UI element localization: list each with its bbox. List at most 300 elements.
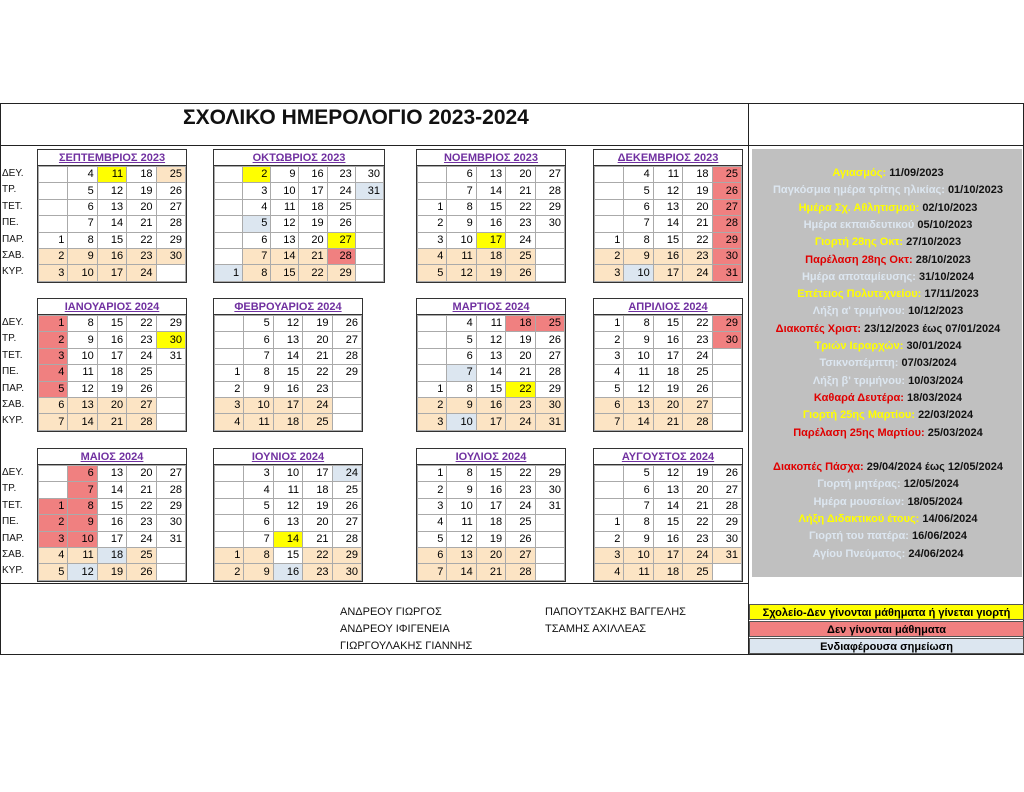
day-cell: 2 [595,248,624,264]
event-item [752,425,1024,441]
day-label: ΤΕΤ. [2,200,23,212]
day-cell: 3 [39,265,68,281]
day-cell: 30 [712,248,741,264]
day-cell: 11 [624,564,653,580]
day-cell: 12 [447,265,476,281]
day-cell: 3 [39,348,68,364]
divider [748,103,749,655]
event-date: 07/03/2024 [901,357,957,370]
day-cell: 29 [535,466,564,482]
day-cell: 27 [535,348,564,364]
day-cell: 16 [97,515,126,531]
day-cell: 15 [271,265,299,281]
day-cell: 20 [303,332,332,348]
event-date: 24/06/2024 [908,547,964,560]
day-cell: 25 [156,167,185,183]
day-cell: 16 [97,248,126,264]
day-cell: 1 [595,515,624,531]
day-cell: 23 [506,216,535,232]
day-cell: 28 [712,216,741,232]
day-cell [215,348,244,364]
day-cell [355,199,383,215]
day-cell: 13 [271,232,299,248]
day-cell: 9 [447,397,476,413]
day-cell: 29 [712,316,741,332]
month-calendar [213,448,363,582]
author-name: ΤΣΑΜΗΣ ΑΧΙΛΛΕΑΣ [545,623,647,635]
divider [0,145,1024,146]
day-cell: 2 [595,531,624,547]
day-cell: 12 [271,216,299,232]
day-cell: 7 [624,498,653,514]
day-cell: 28 [332,348,361,364]
event-label: Αγιασμός: [832,167,887,179]
legend-item: Δεν γίνονται μάθηματα [749,621,1024,637]
day-cell: 21 [506,365,535,381]
day-cell: 7 [418,564,447,580]
day-cell: 3 [595,348,624,364]
day-cell: 4 [447,316,476,332]
day-cell: 16 [273,564,302,580]
event-item [752,494,1024,510]
day-cell [215,498,244,514]
day-cell: 29 [156,498,185,514]
day-cell: 1 [215,547,244,563]
day-cell: 24 [127,265,156,281]
event-label: Καθαρά Δευτέρα: [813,391,904,404]
day-cell [156,265,185,281]
day-cell: 4 [595,564,624,580]
day-cell: 18 [97,547,126,563]
day-cell: 30 [535,397,564,413]
event-item [752,511,1024,527]
day-cell [595,498,624,514]
day-cell: 3 [215,397,244,413]
day-cell: 2 [243,167,271,183]
event-label: Παρέλαση 25ης Μαρτίου: [793,426,925,439]
day-cell: 18 [653,365,682,381]
day-cell [712,365,741,381]
day-cell: 4 [39,547,68,563]
legend-item: Ενδιαφέρουσα σημείωση [749,638,1024,654]
event-date: 02/10/2023 [922,201,978,214]
day-cell: 15 [97,232,126,248]
day-cell [39,167,68,183]
page-title: ΣΧΟΛΙΚΟ ΗΜΕΡΟΛΟΓΙΟ 2023-2024 [183,106,529,129]
day-cell: 7 [447,365,476,381]
day-cell: 23 [683,332,712,348]
day-cell: 6 [244,332,273,348]
day-cell: 2 [595,332,624,348]
day-cell [332,381,361,397]
day-label: ΤΡ. [2,333,17,345]
day-cell: 1 [215,265,243,281]
day-cell: 8 [243,265,271,281]
day-cell [595,167,624,183]
day-cell: 20 [127,199,156,215]
event-date: 16/06/2024 [911,530,968,543]
day-cell: 5 [447,332,476,348]
day-cell: 9 [447,482,476,498]
day-cell [418,348,447,364]
day-cell: 22 [683,515,712,531]
day-cell: 25 [712,167,741,183]
day-cell: 30 [332,564,361,580]
day-cell: 1 [595,232,624,248]
day-cell: 26 [332,498,361,514]
day-cell: 1 [595,316,624,332]
day-cell: 21 [127,482,156,498]
day-label: ΣΑΒ. [2,249,25,261]
event-item [752,459,1024,475]
event-label: Ημέρα εκπαιδευτικού [803,218,915,231]
day-cell: 1 [418,199,447,215]
month-calendar [593,298,743,432]
author-name: ΑΝΔΡΕΟΥ ΙΦΙΓΕΝΕΙΑ [340,623,450,635]
day-cell [215,232,243,248]
day-cell: 2 [39,515,68,531]
day-cell: 20 [653,397,682,413]
day-cell: 25 [506,515,535,531]
day-cell [535,531,564,547]
day-cell: 16 [273,381,302,397]
event-label: Παρέλαση 28ης Οκτ: [805,253,913,266]
event-date: 31/10/2024 [918,270,975,283]
day-cell: 27 [506,547,535,563]
day-cell [535,265,564,281]
day-cell: 22 [683,316,712,332]
day-cell: 31 [535,498,564,514]
day-cell: 12 [653,183,682,199]
event-item [752,321,1024,337]
event-date: 12/05/2024 [903,478,959,491]
day-cell: 22 [127,498,156,514]
day-cell: 13 [273,515,302,531]
day-cell [712,381,741,397]
day-cell: 10 [624,265,653,281]
day-cell: 20 [476,547,505,563]
event-label: Ημέρα Σχ. Αθλητισμού: [798,201,920,214]
day-cell: 13 [476,348,505,364]
day-cell: 16 [653,332,682,348]
month-title: ΜΑΡΤΙΟΣ 2024 [417,299,565,315]
month-calendar [37,149,187,283]
day-cell: 25 [327,199,355,215]
author-name: ΠΑΠΟΥΤΣΑΚΗΣ ΒΑΓΓΕΛΗΣ [545,606,686,618]
day-cell: 19 [653,381,682,397]
day-cell: 19 [506,332,535,348]
day-cell: 23 [303,564,332,580]
day-cell [712,564,741,580]
day-cell: 13 [68,397,97,413]
day-cell: 4 [595,365,624,381]
day-cell: 14 [476,365,505,381]
day-cell: 26 [712,466,741,482]
day-label: ΔΕΥ. [2,317,24,328]
day-cell: 30 [535,216,564,232]
day-cell: 6 [624,199,653,215]
month-title: ΙΑΝΟΥΑΡΙΟΣ 2024 [38,299,186,315]
day-cell: 19 [476,531,505,547]
day-cell: 28 [535,183,564,199]
day-cell: 17 [476,498,505,514]
day-cell: 16 [653,248,682,264]
day-cell: 5 [68,183,97,199]
day-cell: 8 [624,232,653,248]
month-calendar [37,448,187,582]
day-cell [418,167,447,183]
month-calendar [416,149,566,283]
day-cell: 10 [447,498,476,514]
day-cell: 20 [127,466,156,482]
day-cell: 13 [273,332,302,348]
day-cell: 13 [447,547,476,563]
day-cell: 9 [624,248,653,264]
day-cell: 2 [418,216,447,232]
day-cell: 15 [653,316,682,332]
day-cell: 27 [127,397,156,413]
event-date: 22/03/2024 [918,409,974,422]
day-cell: 7 [68,482,97,498]
event-date: 10/03/2024 [908,374,964,387]
day-cell: 10 [447,232,476,248]
event-date: 11/09/2023 [889,167,944,179]
day-cell [39,482,68,498]
day-cell: 13 [653,199,682,215]
day-cell [156,564,185,580]
day-cell: 25 [127,547,156,563]
event-item [752,234,1024,250]
day-cell: 23 [506,482,535,498]
event-label: Παγκόσμια ημέρα τρίτης ηλικίας: [772,184,945,197]
event-item [752,373,1024,389]
day-cell [712,348,741,364]
day-cell: 7 [244,348,273,364]
day-cell: 2 [39,332,68,348]
day-cell: 6 [39,397,68,413]
day-label: ΠΑΡ. [2,532,25,544]
day-cell: 7 [624,216,653,232]
day-cell: 22 [506,381,535,397]
event-item [752,165,1024,181]
day-cell: 28 [332,531,361,547]
day-cell: 14 [624,414,653,430]
event-item [752,252,1024,268]
day-cell: 22 [506,466,535,482]
event-item [752,269,1024,285]
day-cell: 14 [97,216,126,232]
day-cell: 23 [127,248,156,264]
day-cell: 19 [476,265,505,281]
day-cell: 2 [39,248,68,264]
day-cell: 15 [476,381,505,397]
day-label: ΠΑΡ. [2,382,25,394]
day-cell: 11 [273,482,302,498]
day-cell: 5 [595,381,624,397]
day-cell: 11 [68,547,97,563]
day-cell: 4 [418,248,447,264]
day-label: ΚΥΡ. [2,415,24,427]
day-cell: 26 [127,381,156,397]
day-cell: 26 [506,265,535,281]
event-label: Τριών Ιεραρχών: [814,340,904,352]
day-cell: 28 [535,365,564,381]
day-cell: 14 [476,183,505,199]
day-cell: 8 [447,381,476,397]
day-cell: 10 [271,183,299,199]
day-cell: 6 [418,547,447,563]
event-item [752,476,1024,492]
day-cell: 5 [624,466,653,482]
day-cell: 12 [68,381,97,397]
event-date: 17/11/2023 [924,288,979,301]
day-cell: 20 [506,348,535,364]
day-cell: 22 [303,365,332,381]
day-cell: 21 [506,183,535,199]
day-cell: 21 [303,531,332,547]
day-cell: 27 [332,332,361,348]
day-cell: 20 [303,515,332,531]
day-cell: 18 [299,199,327,215]
day-cell: 25 [303,414,332,430]
day-cell [215,316,244,332]
day-cell [355,265,383,281]
day-cell: 5 [39,564,68,580]
day-cell: 2 [215,381,244,397]
day-cell: 11 [271,199,299,215]
day-cell: 6 [447,167,476,183]
day-cell: 20 [299,232,327,248]
day-cell: 26 [683,381,712,397]
day-cell: 14 [273,348,302,364]
day-cell: 20 [97,397,126,413]
day-cell: 12 [273,498,302,514]
event-date: 25/03/2024 [927,426,983,439]
day-cell: 31 [156,348,185,364]
day-labels [2,465,38,580]
event-label: Γιορτή του πατέρα: [808,530,909,543]
day-cell [712,397,741,413]
day-cell: 18 [127,167,156,183]
day-cell [418,316,447,332]
day-cell: 22 [506,199,535,215]
day-cell: 22 [683,232,712,248]
day-cell [355,216,383,232]
day-cell: 28 [156,216,185,232]
day-cell: 30 [156,332,185,348]
day-cell: 19 [299,216,327,232]
day-cell: 13 [476,167,505,183]
day-cell: 11 [447,248,476,264]
day-cell: 8 [447,466,476,482]
day-cell: 17 [97,531,126,547]
day-cell: 26 [127,564,156,580]
day-cell: 15 [97,316,126,332]
day-cell [418,183,447,199]
day-cell: 10 [624,348,653,364]
day-cell: 25 [127,365,156,381]
day-cell: 15 [653,232,682,248]
day-cell: 9 [68,332,97,348]
day-cell: 22 [303,547,332,563]
day-cell: 8 [624,515,653,531]
event-item [752,217,1024,233]
day-cell: 5 [418,531,447,547]
day-cell: 25 [332,482,361,498]
day-cell: 9 [624,332,653,348]
month-calendar [37,298,187,432]
day-cell: 8 [447,199,476,215]
event-item [752,182,1024,198]
month-title: ΟΚΤΩΒΡΙΟΣ 2023 [214,150,384,166]
day-cell: 14 [447,564,476,580]
day-cell: 21 [299,248,327,264]
day-cell: 15 [653,515,682,531]
event-item [752,528,1024,544]
day-cell: 10 [68,265,97,281]
day-label: ΠΕ. [2,217,19,229]
day-cell: 17 [476,232,505,248]
day-cell: 29 [327,265,355,281]
day-cell: 10 [244,397,273,413]
day-cell [332,414,361,430]
day-cell: 31 [156,531,185,547]
day-cell: 29 [535,381,564,397]
day-cell: 27 [712,199,741,215]
day-cell: 9 [68,248,97,264]
day-cell: 27 [332,515,361,531]
event-date: 05/10/2023 [917,218,973,231]
day-cell [156,414,185,430]
day-cell: 14 [653,498,682,514]
day-cell: 21 [683,216,712,232]
event-label: Αγίου Πνεύματος: [812,547,906,560]
day-cell: 10 [273,466,302,482]
day-cell [535,248,564,264]
day-cell: 18 [683,167,712,183]
day-cell: 15 [476,466,505,482]
day-cell: 26 [327,216,355,232]
day-cell: 26 [332,316,361,332]
day-cell: 5 [243,216,271,232]
day-labels [2,166,38,281]
day-cell: 28 [506,564,535,580]
day-cell: 19 [303,316,332,332]
day-cell: 18 [653,564,682,580]
day-cell: 17 [299,183,327,199]
event-date: 18/05/2024 [907,495,963,508]
day-cell: 13 [624,397,653,413]
day-cell: 1 [215,365,244,381]
day-label: ΣΑΒ. [2,398,25,410]
day-cell: 9 [447,216,476,232]
day-cell: 3 [243,183,271,199]
day-cell: 15 [273,547,302,563]
day-cell [215,515,244,531]
day-cell [215,167,243,183]
day-cell: 23 [506,397,535,413]
day-cell: 17 [653,547,682,563]
day-cell: 12 [624,381,653,397]
event-label: Γιορτή 28ης Οκτ: [814,236,904,249]
day-cell: 13 [97,199,126,215]
day-cell: 10 [624,547,653,563]
day-cell: 4 [243,199,271,215]
day-cell: 14 [653,216,682,232]
day-cell: 26 [712,183,741,199]
day-cell: 24 [332,466,361,482]
event-label: Διακοπές Πάσχα: [773,461,864,474]
